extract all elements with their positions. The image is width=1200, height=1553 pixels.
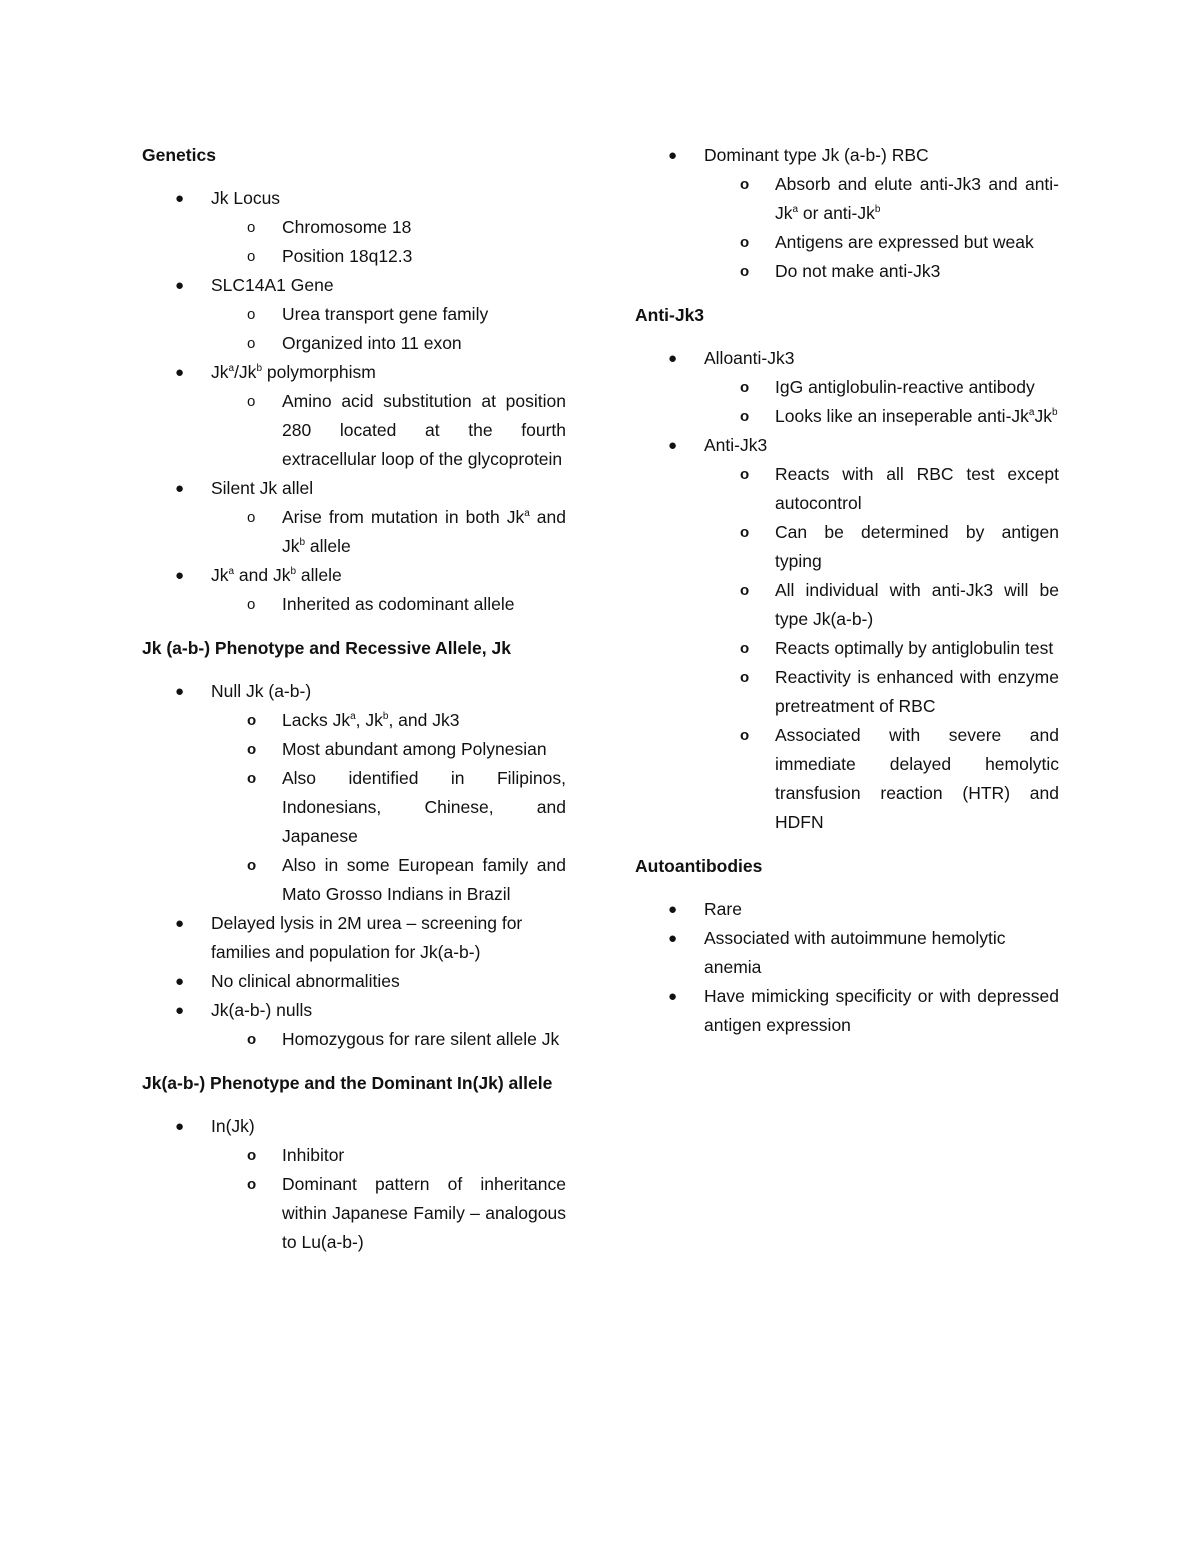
sub-bullet-icon: o: [247, 741, 257, 758]
sub-list: [211, 213, 566, 271]
bullet-icon: ●: [668, 930, 678, 947]
bullet-icon: ●: [175, 480, 185, 497]
sub-item-text: Can be determined by antigen typing: [775, 522, 1059, 571]
sub-item-text: Reactivity is enhanced with enzyme pretreatment of RBC: [775, 667, 1059, 716]
sub-bullet-icon: o: [740, 727, 750, 744]
sub-item-text: All individual with anti-Jk3 will be type Jk(a-b-): [775, 580, 1059, 629]
sub-item-text: Dominant pattern of inheritance within Japanese Family – analogous to Lu(a-b-): [282, 1174, 566, 1252]
bullet-icon: ●: [668, 988, 678, 1005]
list-item-text: Dominant type Jk (a-b-) RBC: [704, 145, 929, 165]
list-item-text: Anti-Jk3: [704, 435, 768, 455]
sub-list: [704, 460, 1059, 837]
sub-list-item: [247, 242, 566, 271]
list-item-text: Delayed lysis in 2M urea – screening for families and population for Jk(a-b-): [211, 913, 523, 962]
sub-item-text: Looks like an inseperable anti-Jk$^a$Jk$^b$: [775, 406, 1058, 426]
sub-item-text: Absorb and elute anti-Jk3 and anti-Jk$^a$ or anti-Jk$^b$: [775, 174, 1059, 223]
list-item-text: Jk$^a$/Jk$^b$ polymorphism: [211, 362, 376, 382]
sub-bullet-icon: o: [740, 263, 750, 280]
sub-list: [211, 387, 566, 474]
heading-genetics: Genetics: [142, 145, 216, 165]
heading-dominant-allele: Jk(a-b-) Phenotype and the Dominant In(Jk) allele: [142, 1073, 553, 1093]
sub-list-item: [740, 257, 1059, 286]
sub-list-item: [247, 706, 566, 735]
list-item: [175, 967, 566, 996]
sub-list-item: [740, 576, 1059, 634]
sub-bullet-icon: o: [247, 1031, 257, 1048]
list-item: [175, 996, 566, 1054]
bullet-icon: ●: [668, 901, 678, 918]
sub-bullet-icon: o: [247, 596, 256, 613]
sub-list-item: [247, 1025, 566, 1054]
bullet-icon: ●: [668, 437, 678, 454]
bullet-icon: ●: [175, 364, 185, 381]
sub-list-item: [740, 402, 1059, 431]
sub-list-item: [740, 228, 1059, 257]
genetics-list: [142, 184, 566, 619]
list-item-text: Have mimicking specificity or with depressed antigen expression: [704, 986, 1059, 1035]
heading-recessive-allele: Jk (a-b-) Phenotype and Recessive Allele, Jk: [142, 638, 511, 658]
sub-bullet-icon: o: [247, 770, 257, 787]
list-item: [175, 184, 566, 271]
sub-item-text: Organized into 11 exon: [282, 333, 462, 353]
sub-item-text: Lacks Jk$^a$, Jk$^b$, and Jk3: [282, 710, 460, 730]
sub-item-text: Amino acid substitution at position 280 located at the fourth extracellular loop of the glycoprotein: [282, 391, 566, 469]
sub-item-text: Inherited as codominant allele: [282, 594, 515, 614]
sub-bullet-icon: o: [247, 1176, 257, 1193]
bullet-icon: ●: [668, 350, 678, 367]
sub-item-text: Most abundant among Polynesian: [282, 739, 547, 759]
sub-list: [704, 373, 1059, 431]
sub-item-text: IgG antiglobulin-reactive antibody: [775, 377, 1035, 397]
list-item-text: Null Jk (a-b-): [211, 681, 312, 701]
sub-item-text: Do not make anti-Jk3: [775, 261, 941, 281]
sub-list-item: [740, 634, 1059, 663]
bullet-icon: ●: [175, 277, 185, 294]
list-item: [668, 895, 1059, 924]
list-item-text: Jk$^a$ and Jk$^b$ allele: [211, 565, 342, 585]
sub-list-item: [740, 518, 1059, 576]
list-item-text: Silent Jk allel: [211, 478, 314, 498]
list-item: [175, 909, 566, 967]
anti-jk3-list: [635, 344, 1059, 837]
bullet-icon: ●: [175, 1118, 185, 1135]
sub-list-item: [247, 213, 566, 242]
sub-bullet-icon: o: [740, 234, 750, 251]
sub-bullet-icon: o: [740, 379, 750, 396]
bullet-icon: ●: [175, 973, 185, 990]
sub-list: [211, 1141, 566, 1257]
sub-list-item: [247, 329, 566, 358]
sub-list-item: [740, 721, 1059, 837]
list-item: [175, 474, 567, 561]
sub-list-item: [247, 851, 566, 909]
sub-list-item: [247, 764, 566, 851]
sub-list-item: [740, 373, 1059, 402]
list-item-text: Associated with autoimmune hemolytic anemia: [704, 928, 1006, 977]
list-item: [668, 924, 1059, 982]
bullet-icon: ●: [175, 915, 185, 932]
sub-item-text: Also in some European family and Mato Grosso Indians in Brazil: [282, 855, 566, 904]
sub-item-text: Associated with severe and immediate delayed hemolytic transfusion reaction (HTR) and HDFN: [775, 725, 1059, 832]
sub-bullet-icon: o: [740, 582, 750, 599]
dominant-list: [142, 1112, 566, 1257]
sub-list: [211, 706, 566, 909]
list-item: [175, 1112, 566, 1257]
sub-list: [211, 300, 566, 358]
sub-item-text: Reacts with all RBC test except autocontrol: [775, 464, 1059, 513]
sub-bullet-icon: o: [740, 669, 750, 686]
sub-list-item: [247, 1141, 566, 1170]
bullet-icon: ●: [175, 1002, 185, 1019]
sub-bullet-icon: o: [740, 176, 750, 193]
sub-item-text: Inhibitor: [282, 1145, 345, 1165]
bullet-icon: ●: [175, 567, 185, 584]
sub-bullet-icon: o: [247, 219, 256, 236]
bullet-icon: ●: [668, 147, 678, 164]
sub-list-item: [247, 387, 566, 474]
list-item: [175, 677, 566, 909]
list-item: [668, 982, 1059, 1040]
sub-bullet-icon: o: [740, 524, 750, 541]
left-column: [142, 141, 566, 1257]
sub-list-item: [740, 663, 1059, 721]
sub-list-item: [740, 170, 1059, 228]
list-item-text: Rare: [704, 899, 742, 919]
sub-item-text: Homozygous for rare silent allele Jk: [282, 1029, 560, 1049]
list-item-text: Alloanti-Jk3: [704, 348, 795, 368]
list-item-text: SLC14A1 Gene: [211, 275, 334, 295]
sub-list-item: [740, 460, 1059, 518]
sub-list: [211, 1025, 566, 1054]
sub-bullet-icon: o: [247, 335, 256, 352]
sub-list-item: [247, 590, 566, 619]
sub-bullet-icon: o: [247, 509, 256, 526]
list-item-text: No clinical abnormalities: [211, 971, 400, 991]
sub-list: [211, 590, 566, 619]
heading-anti-jk3: Anti-Jk3: [635, 305, 705, 325]
list-item: [668, 431, 1059, 837]
list-item: [668, 141, 1059, 286]
sub-bullet-icon: o: [247, 857, 257, 874]
sub-bullet-icon: o: [247, 248, 256, 265]
sub-list-item: [247, 300, 566, 329]
bullet-icon: ●: [175, 683, 185, 700]
right-column: [635, 141, 1059, 1040]
sub-list-item: [247, 735, 566, 764]
sub-item-text: Position 18q12.3: [282, 246, 413, 266]
sub-bullet-icon: o: [247, 712, 257, 729]
sub-item-text: Chromosome 18: [282, 217, 412, 237]
sub-bullet-icon: o: [740, 640, 750, 657]
sub-bullet-icon: o: [247, 1147, 257, 1164]
recessive-list: [142, 677, 566, 1054]
sub-list: [704, 170, 1059, 286]
heading-autoantibodies: Autoantibodies: [635, 856, 763, 876]
sub-item-text: Antigens are expressed but weak: [775, 232, 1034, 252]
autoantibodies-list: [635, 895, 1059, 1040]
sub-list: [211, 503, 566, 561]
list-item-text: In(Jk): [211, 1116, 255, 1136]
list-item: [175, 271, 566, 358]
list-item-text: Jk Locus: [211, 188, 281, 208]
sub-item-text: Urea transport gene family: [282, 304, 489, 324]
sub-list-item: [247, 503, 567, 561]
sub-bullet-icon: o: [740, 466, 750, 483]
sub-bullet-icon: o: [740, 408, 750, 425]
sub-bullet-icon: o: [247, 393, 256, 410]
list-item: [175, 358, 566, 474]
list-item-text: Jk(a-b-) nulls: [211, 1000, 313, 1020]
sub-item-text: Arise from mutation in both Jk$^a$ and Jk$^b$ allele: [282, 507, 567, 556]
bullet-icon: ●: [175, 190, 185, 207]
sub-item-text: Reacts optimally by antiglobulin test: [775, 638, 1054, 658]
sub-bullet-icon: o: [247, 306, 256, 323]
dominant-type-list: [635, 141, 1059, 286]
sub-item-text: Also identified in Filipinos, Indonesians, Chinese, and Japanese: [282, 768, 566, 846]
list-item: [175, 561, 566, 619]
sub-list-item: [247, 1170, 566, 1257]
list-item: [668, 344, 1059, 431]
